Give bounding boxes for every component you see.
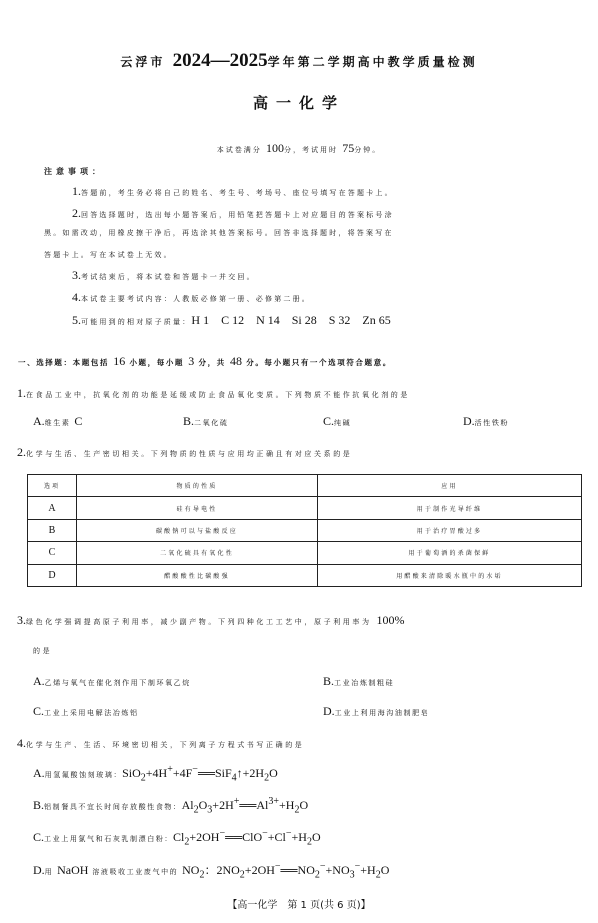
note-number: 5. [72,313,81,327]
table-cell: 二氧化硫具有氧化性 [77,542,318,564]
table-header-row [28,475,582,497]
note-item [72,184,394,199]
option-letter: C. [33,704,45,718]
subject-title: 高一化学 [252,94,345,112]
exam-info-text: 本试卷满分 [216,146,262,154]
note-text: 本试卷主要考试内容：人教版必修第一册、必修第二册。 [81,295,311,303]
equation-b: $Al_2O_3+2H^+══Al^{3+}+H_2O$ [181,796,309,816]
option-text: 二氧化硫 [194,419,229,427]
note-number: 3. [72,268,81,282]
q1-option-c [323,414,351,429]
exam-score: 100 [266,141,284,155]
note-continuation: 黑。如需改动，用橡皮擦干净后，再选涂其他答案标号。回答非选择题时，将答案写在 [44,229,394,237]
question-4 [17,736,304,751]
option-text: 纯碱 [334,419,352,427]
option-text: 活性铁粉 [474,419,510,427]
q4-option-c [33,828,321,847]
exam-header [0,50,598,72]
option-letter: D. [323,704,335,718]
q4-option-b [33,796,308,815]
option-text: 铝制餐具不宜长时间存放酸性食物： [44,803,182,811]
note-item [72,268,256,283]
table-cell: C [28,542,77,564]
option-letter: D. [463,414,475,428]
table-header: 物质的性质 [77,475,318,497]
question-1 [17,386,410,401]
q3-option-c [33,704,139,719]
option-text: 溶液吸收工业废气中的 [92,868,179,876]
option-letter: C. [323,414,335,428]
option-text: 维生素 [44,419,71,427]
equation-d: $2NO_2+2OH^-══NO_2^-+NO_3^-+H_2O$ [216,861,390,881]
question-text: 绿色化学强调提高原子利用率，减少副产物。下列四种化工工艺中，原子利用率为 [26,618,372,626]
question-3-continuation: 的是 [33,647,53,655]
table-cell: 用于治疗胃酸过多 [318,519,582,541]
question-text: 在食品工业中，抗氧化剂的功能是延缓或防止食品氧化变质。下列物质不能作抗氧化剂的是 [26,391,410,399]
table-row [28,542,582,564]
option-letter: B. [33,798,45,812]
section-text: 小题，每小题 [129,358,185,367]
exam-time: 75 [342,141,355,155]
note-item [72,311,391,328]
option-letter: A. [33,414,45,428]
separator: ： [204,863,217,877]
question-text: 化学与生产、生活、环境密切相关，下列离子方程式书写正确的是 [26,741,305,749]
note-text: 答题前，考生务必将自己的姓名、考生号、考场号、座位号填写在答题卡上。 [81,189,394,197]
table-cell: B [28,519,77,541]
table-cell: D [28,564,77,586]
option-letter: B. [183,414,195,428]
option-text: 工业上采用电解法冶炼铝 [44,709,139,717]
properties-table [27,474,582,587]
header-year-range: 2024—2025 [172,50,268,71]
note-number: 4. [72,290,81,304]
percent-value: 100% [376,613,405,627]
section-number: 3 [188,354,195,368]
option-text: 工业上利用海沟油制肥皂 [334,709,430,717]
section-heading [18,354,392,369]
question-number: 3. [17,613,26,627]
table-header: 选项 [28,475,77,497]
exam-info [0,141,598,156]
note-continuation: 答题卡上。写在本试卷上无效。 [44,251,173,259]
section-text: 分。每小题只有一个选项符合题意。 [246,358,392,367]
question-2 [17,445,352,460]
q3-option-a [33,674,191,689]
equation-a: $SiO_2+4H^++4F^-══SiF_4↑+2H_2O$ [122,764,278,784]
option-text: C [74,414,83,428]
q4-option-a [33,764,278,783]
option-letter: A. [33,674,45,688]
reagent-formula: NaOH [57,863,89,877]
equation-c: $Cl_2+2OH^-══ClO^-+Cl^-+H_2O$ [173,828,321,848]
q1-option-b [183,414,228,429]
question-text: 化学与生活、生产密切相关。下列物质的性质与应用均正确且有对应关系的是 [26,450,353,458]
table-header: 应用 [318,475,582,497]
notes-title: 注意事项： [44,166,104,176]
note-text: 回答选择题时，选出每小题答案后，用铅笔把答题卡上对应题目的答案标号涂 [81,211,394,219]
q1-option-a [33,414,82,429]
note-text: 可能用到的相对原子质量： [81,318,192,326]
option-text: 用 [44,868,54,876]
option-letter: C. [33,830,45,844]
table-cell: A [28,497,77,519]
option-text: 工业冶炼制粗硅 [334,679,395,687]
q3-option-b [323,674,394,689]
option-letter: A. [33,766,45,780]
atomic-masses: H 1 C 12 N 14 Si 28 S 32 Zn 65 [191,313,391,327]
table-row [28,564,582,586]
header-city: 云浮市 [120,55,166,69]
table-cell: 硅有导电性 [77,497,318,519]
gas-formula: $NO_2$ [182,863,205,881]
note-text: 考试结束后，将本试卷和答题卡一并交回。 [81,273,256,281]
note-number: 1. [72,184,81,198]
section-text: 一、选择题：本题包括 [18,358,109,367]
note-item [72,290,311,305]
table-cell: 用醋酸来清除暖水瓶中的水垢 [318,564,582,586]
section-number: 48 [230,354,243,368]
table-row [28,519,582,541]
exam-info-text: 分，考试用时 [284,146,338,154]
table-cell: 碳酸钠可以与盐酸反应 [77,519,318,541]
note-item [72,206,394,221]
q4-option-d [33,861,389,880]
exam-info-text: 分钟。 [354,146,382,154]
question-3 [17,613,404,628]
table-cell: 用于制作光导纤维 [318,497,582,519]
question-number: 2. [17,445,26,459]
question-number: 4. [17,736,26,750]
option-text: 用氢氟酸蚀刻玻璃： [44,771,123,779]
header-rest: 学年第二学期高中教学质量检测 [267,55,478,69]
option-text: 工业上用氯气和石灰乳制漂白粉： [44,835,174,843]
table-cell: 醋酸酸性比碳酸强 [77,564,318,586]
option-text: 乙烯与氧气在催化剂作用下制环氧乙烷 [44,679,191,687]
table-cell: 用于葡萄酒的杀菌保鲜 [318,542,582,564]
option-letter: B. [323,674,335,688]
section-number: 16 [113,354,126,368]
q3-option-d [323,704,429,719]
option-letter: D. [33,863,45,877]
q1-option-d [463,414,509,429]
table-row [28,497,582,519]
note-number: 2. [72,206,81,220]
question-number: 1. [17,386,26,400]
page-footer: 【高一化学 第 1 页(共 6 页)】 [227,900,371,911]
section-text: 分，共 [198,358,226,367]
